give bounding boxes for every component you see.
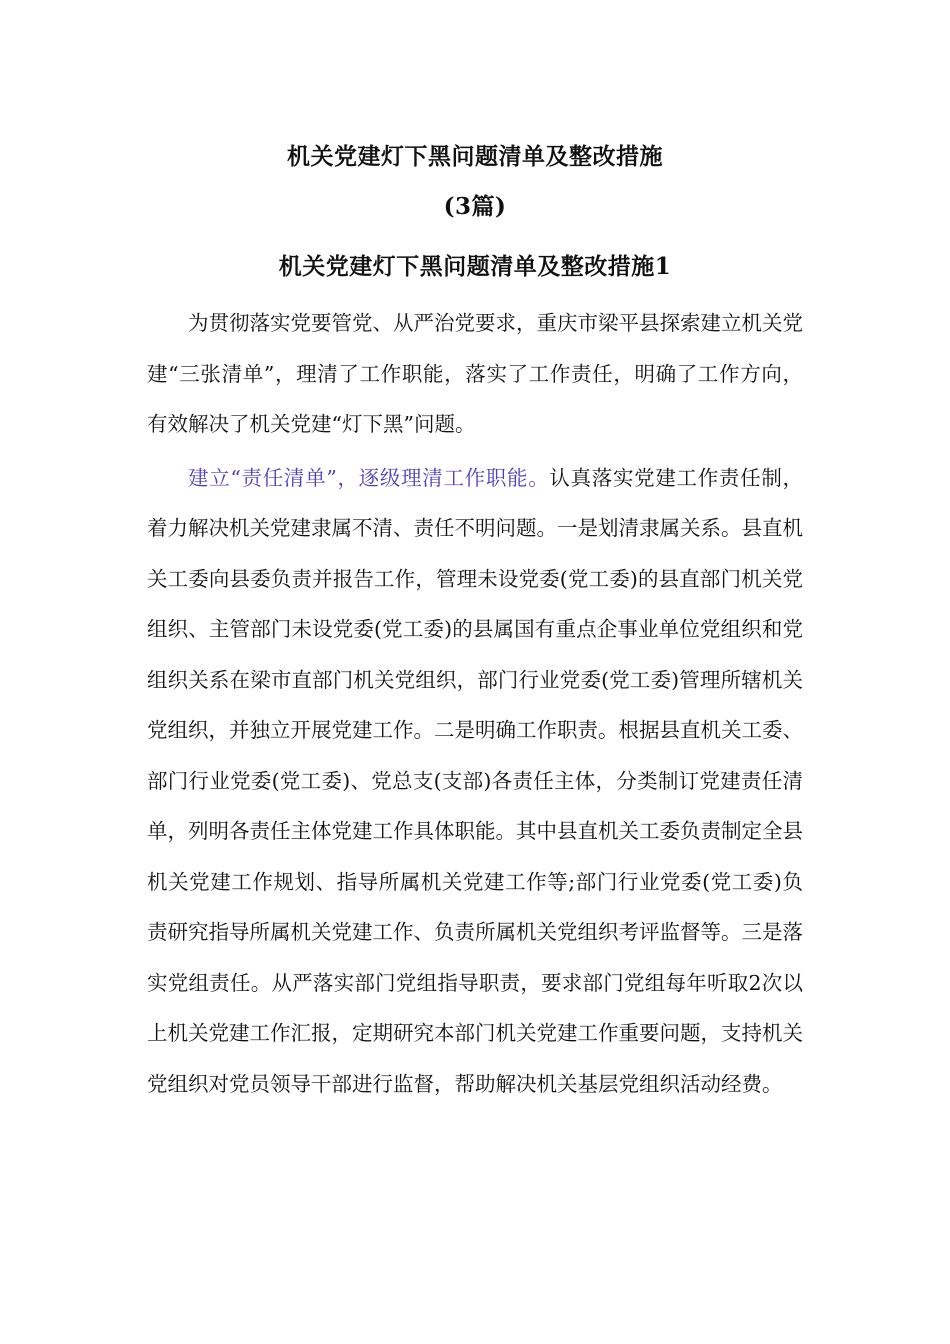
document-subtitle: (3篇): [443, 193, 507, 220]
section-title: 机关党建灯下黑问题清单及整改措施1: [278, 253, 672, 280]
document-page: [147, 132, 803, 1109]
document-title: 机关党建灯下黑问题清单及整改措施: [287, 143, 663, 170]
paragraph-body: 认真落实党建工作责任制，着力解决机关党建隶属不清、责任不明问题。一是划清隶属关系。县直机关工委向县委负责并报告工作，管理未设党委(党工委)的县直部门机关党组织、主管部门未设党委(党工委)的县属国有重点企事业单位党组织和党组织关系在梁市直部门机关党组织，部门行业党委(党工委)管理所辖机关党组织，并独立开展党建工作。二是明确工作职责。根据县直机关工委、部门行业党委(党工委)、党总支(支部)各责任主体，分类制订党建责任清单，列明各责任主体党建工作具体职能。其中县直机关工委负责制定全县机关党建工作规划、指导所属机关党建工作等;部门行业党委(党工委)负责研究指导所属机关党建工作、负责所属机关党组织考评监督等。三是落实党组责任。从严落实部门党组指导职责，要求部门党组每年听取2次以上机关党建工作汇报，定期研究本部门机关党建工作重要问题，支持机关党组织对党员领导干部进行监督，帮助解决机关基层党组织活动经费。: [147, 465, 804, 1096]
paragraph-intro: 为贯彻落实党要管党、从严治党要求，重庆市梁平县探索建立机关党建“三张清单”，理清了工作职能，落实了工作责任，明确了工作方向，有效解决了机关党建“灯下黑”问题。: [147, 311, 803, 436]
paragraph-heading-highlight: 建立“责任清单”，逐级理清工作职能。: [188, 465, 550, 490]
paragraph-responsibility-list: [147, 453, 803, 1110]
